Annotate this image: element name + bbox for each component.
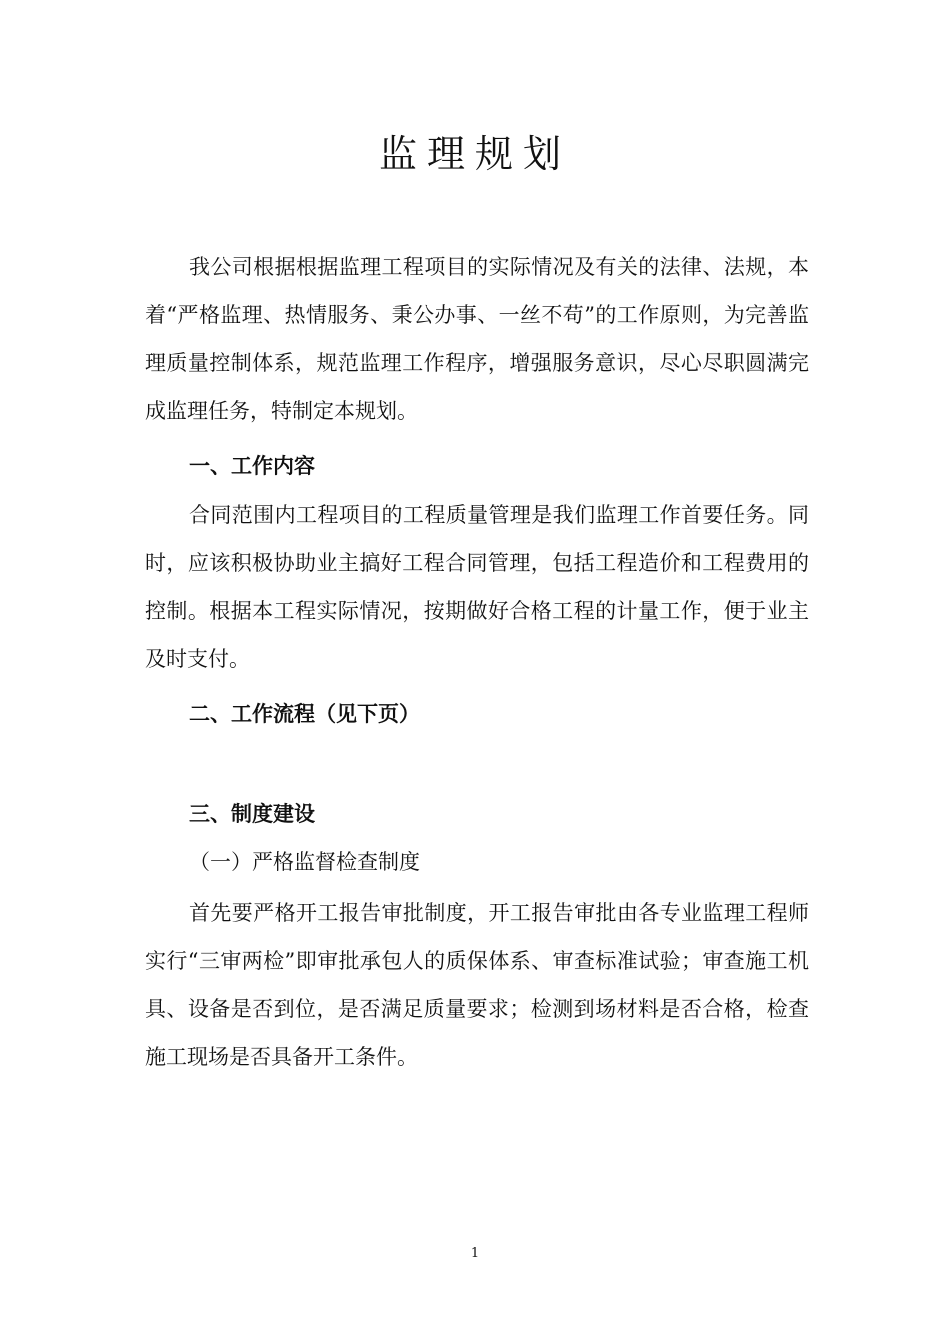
subheading-supervision-inspection: （一）严格监督检查制度 [189, 850, 420, 874]
section-heading-system-building: 三、制度建设 [189, 802, 315, 826]
work-content-paragraph: 合同范围内工程项目的工程质量管理是我们监理工作首要任务。同时，应该积极协助业主搞好工程合同管理，包括工程造价和工程费用的控制。根据本工程实际情况，按期做好合格工程的计量工作，便于业主及时支付。 [145, 503, 809, 671]
page-number: 1 [470, 1246, 480, 1261]
section-heading-work-content: 一、工作内容 [189, 454, 315, 478]
intro-paragraph: 我公司根据根据监理工程项目的实际情况及有关的法律、法规，本着“严格监理、热情服务、秉公办事、一丝不苟”的工作原则，为完善监理质量控制体系，规范监理工作程序，增强服务意识，尽心尽职圆满完成监理任务，特制定本规划。 [145, 255, 809, 423]
document-title: 监理规划 [378, 132, 571, 176]
supervision-inspection-paragraph: 首先要严格开工报告审批制度，开工报告审批由各专业监理工程师实行“三审两检”即审批承包人的质保体系、审查标准试验；审查施工机具、设备是否到位，是否满足质量要求；检测到场材料是否合格，检查施工现场是否具备开工条件。 [145, 901, 809, 1069]
section-heading-workflow: 二、工作流程（见下页） [189, 702, 420, 726]
